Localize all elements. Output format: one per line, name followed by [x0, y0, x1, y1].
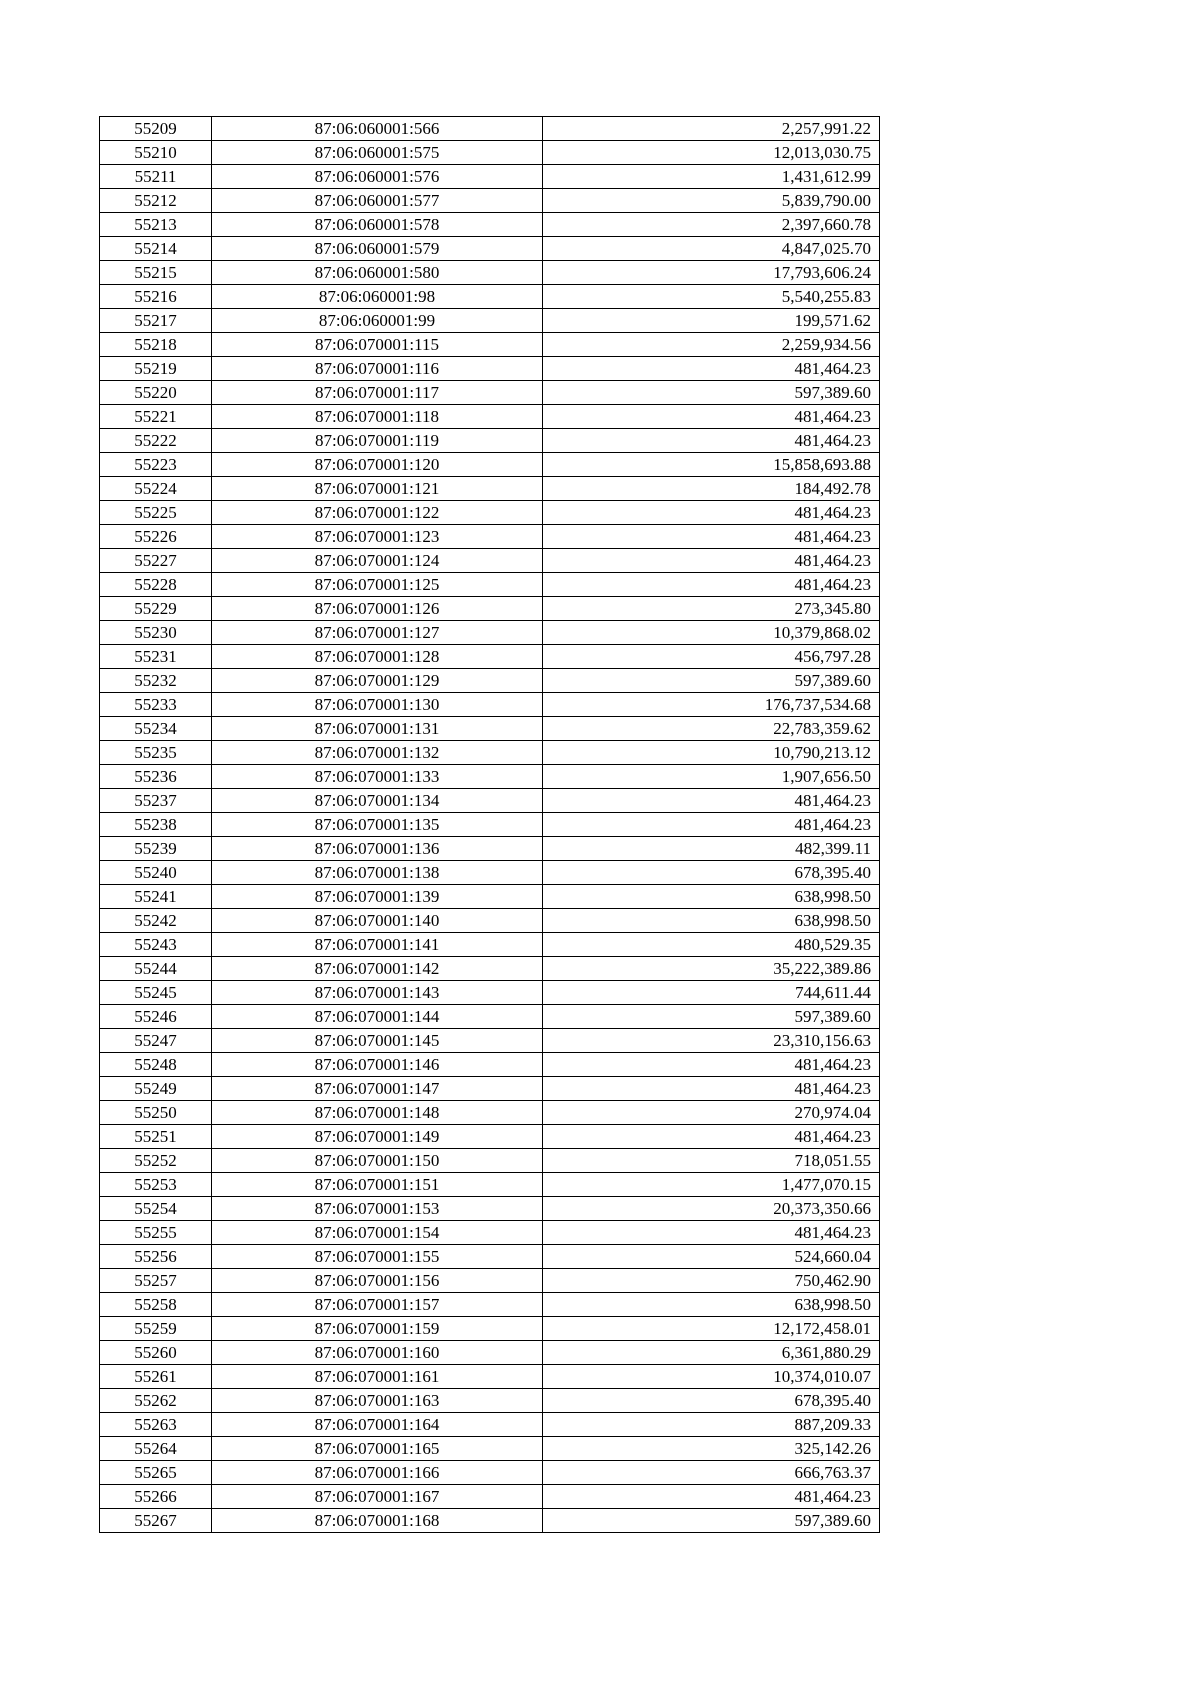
cadastral-number-cell: 87:06:060001:566	[212, 117, 543, 141]
cadastral-value-cell: 481,464.23	[543, 525, 880, 549]
cadastral-number-cell: 87:06:070001:151	[212, 1173, 543, 1197]
table-row	[100, 957, 880, 981]
row-number-cell: 55240	[100, 861, 212, 885]
cadastral-number-cell: 87:06:060001:98	[212, 285, 543, 309]
cadastral-value-cell: 456,797.28	[543, 645, 880, 669]
cadastral-number-cell: 87:06:070001:143	[212, 981, 543, 1005]
cadastral-number-cell: 87:06:070001:125	[212, 573, 543, 597]
table-row	[100, 1293, 880, 1317]
row-number-cell: 55232	[100, 669, 212, 693]
row-number-cell: 55234	[100, 717, 212, 741]
cadastral-number-cell: 87:06:070001:142	[212, 957, 543, 981]
table-row	[100, 1509, 880, 1533]
row-number-cell: 55266	[100, 1485, 212, 1509]
table-row	[100, 1197, 880, 1221]
table-row	[100, 1029, 880, 1053]
cadastral-value-cell: 481,464.23	[543, 1485, 880, 1509]
row-number-cell: 55221	[100, 405, 212, 429]
cadastral-value-cell: 481,464.23	[543, 813, 880, 837]
table-row	[100, 1173, 880, 1197]
cadastral-number-cell: 87:06:070001:163	[212, 1389, 543, 1413]
cadastral-number-cell: 87:06:070001:139	[212, 885, 543, 909]
row-number-cell: 55254	[100, 1197, 212, 1221]
cadastral-value-cell: 1,907,656.50	[543, 765, 880, 789]
table-row	[100, 1125, 880, 1149]
cadastral-number-cell: 87:06:070001:127	[212, 621, 543, 645]
table-row	[100, 717, 880, 741]
cadastral-number-cell: 87:06:070001:161	[212, 1365, 543, 1389]
cadastral-number-cell: 87:06:060001:579	[212, 237, 543, 261]
cadastral-value-cell: 638,998.50	[543, 909, 880, 933]
table-row	[100, 669, 880, 693]
cadastral-number-cell: 87:06:070001:135	[212, 813, 543, 837]
cadastral-value-cell: 273,345.80	[543, 597, 880, 621]
cadastral-number-cell: 87:06:070001:129	[212, 669, 543, 693]
row-number-cell: 55219	[100, 357, 212, 381]
table-row	[100, 1053, 880, 1077]
cadastral-value-cell: 481,464.23	[543, 1125, 880, 1149]
table-row	[100, 405, 880, 429]
table-row	[100, 1317, 880, 1341]
cadastral-value-cell: 481,464.23	[543, 429, 880, 453]
cadastral-number-cell: 87:06:060001:576	[212, 165, 543, 189]
row-number-cell: 55267	[100, 1509, 212, 1533]
cadastral-value-cell: 638,998.50	[543, 1293, 880, 1317]
row-number-cell: 55215	[100, 261, 212, 285]
cadastral-number-cell: 87:06:070001:123	[212, 525, 543, 549]
cadastral-number-cell: 87:06:070001:148	[212, 1101, 543, 1125]
table-row	[100, 429, 880, 453]
row-number-cell: 55220	[100, 381, 212, 405]
cadastral-value-cell: 325,142.26	[543, 1437, 880, 1461]
cadastral-value-cell: 744,611.44	[543, 981, 880, 1005]
cadastral-number-cell: 87:06:060001:580	[212, 261, 543, 285]
row-number-cell: 55257	[100, 1269, 212, 1293]
row-number-cell: 55227	[100, 549, 212, 573]
row-number-cell: 55233	[100, 693, 212, 717]
table-row	[100, 597, 880, 621]
cadastral-number-cell: 87:06:070001:155	[212, 1245, 543, 1269]
row-number-cell: 55256	[100, 1245, 212, 1269]
cadastral-value-cell: 482,399.11	[543, 837, 880, 861]
table-row	[100, 381, 880, 405]
cadastral-value-cell: 22,783,359.62	[543, 717, 880, 741]
row-number-cell: 55250	[100, 1101, 212, 1125]
row-number-cell: 55209	[100, 117, 212, 141]
table-row	[100, 765, 880, 789]
row-number-cell: 55213	[100, 213, 212, 237]
table-row	[100, 189, 880, 213]
row-number-cell: 55246	[100, 1005, 212, 1029]
table-row	[100, 621, 880, 645]
cadastral-value-cell: 480,529.35	[543, 933, 880, 957]
cadastral-number-cell: 87:06:070001:117	[212, 381, 543, 405]
table-row	[100, 1077, 880, 1101]
row-number-cell: 55218	[100, 333, 212, 357]
row-number-cell: 55242	[100, 909, 212, 933]
cadastral-value-cell: 597,389.60	[543, 381, 880, 405]
cadastral-value-cell: 6,361,880.29	[543, 1341, 880, 1365]
cadastral-value-cell: 12,172,458.01	[543, 1317, 880, 1341]
row-number-cell: 55265	[100, 1461, 212, 1485]
cadastral-number-cell: 87:06:070001:132	[212, 741, 543, 765]
cadastral-value-cell: 750,462.90	[543, 1269, 880, 1293]
row-number-cell: 55230	[100, 621, 212, 645]
cadastral-number-cell: 87:06:070001:130	[212, 693, 543, 717]
row-number-cell: 55245	[100, 981, 212, 1005]
cadastral-number-cell: 87:06:070001:154	[212, 1221, 543, 1245]
row-number-cell: 55225	[100, 501, 212, 525]
cadastral-value-cell: 20,373,350.66	[543, 1197, 880, 1221]
cadastral-number-cell: 87:06:070001:115	[212, 333, 543, 357]
table-row	[100, 1341, 880, 1365]
table-row	[100, 1485, 880, 1509]
table-row	[100, 813, 880, 837]
cadastral-number-cell: 87:06:070001:147	[212, 1077, 543, 1101]
row-number-cell: 55222	[100, 429, 212, 453]
row-number-cell: 55235	[100, 741, 212, 765]
table-row	[100, 789, 880, 813]
cadastral-value-cell: 481,464.23	[543, 501, 880, 525]
cadastral-value-cell: 17,793,606.24	[543, 261, 880, 285]
cadastral-value-cell: 5,839,790.00	[543, 189, 880, 213]
cadastral-value-cell: 1,477,070.15	[543, 1173, 880, 1197]
cadastral-number-cell: 87:06:070001:168	[212, 1509, 543, 1533]
cadastral-value-cell: 10,790,213.12	[543, 741, 880, 765]
cadastral-number-cell: 87:06:070001:131	[212, 717, 543, 741]
cadastral-number-cell: 87:06:070001:150	[212, 1149, 543, 1173]
cadastral-value-cell: 10,379,868.02	[543, 621, 880, 645]
table-row	[100, 1005, 880, 1029]
cadastral-number-cell: 87:06:070001:140	[212, 909, 543, 933]
cadastral-number-cell: 87:06:070001:167	[212, 1485, 543, 1509]
table-row	[100, 453, 880, 477]
cadastral-number-cell: 87:06:060001:577	[212, 189, 543, 213]
table-row	[100, 837, 880, 861]
table-body	[100, 117, 880, 1533]
row-number-cell: 55239	[100, 837, 212, 861]
cadastral-value-cell: 718,051.55	[543, 1149, 880, 1173]
cadastral-number-cell: 87:06:070001:126	[212, 597, 543, 621]
cadastral-value-cell: 481,464.23	[543, 549, 880, 573]
cadastral-number-cell: 87:06:070001:149	[212, 1125, 543, 1149]
row-number-cell: 55247	[100, 1029, 212, 1053]
row-number-cell: 55263	[100, 1413, 212, 1437]
row-number-cell: 55255	[100, 1221, 212, 1245]
cadastral-value-cell: 481,464.23	[543, 573, 880, 597]
cadastral-value-cell: 481,464.23	[543, 405, 880, 429]
table-row	[100, 549, 880, 573]
row-number-cell: 55224	[100, 477, 212, 501]
cadastral-number-cell: 87:06:070001:138	[212, 861, 543, 885]
table-row	[100, 309, 880, 333]
row-number-cell: 55216	[100, 285, 212, 309]
cadastral-value-cell: 4,847,025.70	[543, 237, 880, 261]
cadastral-value-cell: 481,464.23	[543, 1077, 880, 1101]
row-number-cell: 55252	[100, 1149, 212, 1173]
cadastral-value-cell: 481,464.23	[543, 357, 880, 381]
table-row	[100, 1245, 880, 1269]
table-row	[100, 141, 880, 165]
row-number-cell: 55249	[100, 1077, 212, 1101]
cadastral-number-cell: 87:06:070001:153	[212, 1197, 543, 1221]
table-row	[100, 573, 880, 597]
row-number-cell: 55258	[100, 1293, 212, 1317]
row-number-cell: 55251	[100, 1125, 212, 1149]
row-number-cell: 55243	[100, 933, 212, 957]
cadastral-number-cell: 87:06:070001:119	[212, 429, 543, 453]
table-row	[100, 261, 880, 285]
cadastral-number-cell: 87:06:070001:122	[212, 501, 543, 525]
cadastral-number-cell: 87:06:070001:121	[212, 477, 543, 501]
cadastral-number-cell: 87:06:070001:118	[212, 405, 543, 429]
row-number-cell: 55223	[100, 453, 212, 477]
cadastral-number-cell: 87:06:070001:133	[212, 765, 543, 789]
cadastral-number-cell: 87:06:070001:141	[212, 933, 543, 957]
cadastral-value-cell: 666,763.37	[543, 1461, 880, 1485]
row-number-cell: 55210	[100, 141, 212, 165]
row-number-cell: 55244	[100, 957, 212, 981]
cadastral-value-cell: 678,395.40	[543, 1389, 880, 1413]
row-number-cell: 55261	[100, 1365, 212, 1389]
table-row	[100, 1437, 880, 1461]
table-row	[100, 1149, 880, 1173]
table-row	[100, 213, 880, 237]
cadastral-value-cell: 597,389.60	[543, 1005, 880, 1029]
cadastral-number-cell: 87:06:060001:575	[212, 141, 543, 165]
table-row	[100, 885, 880, 909]
row-number-cell: 55264	[100, 1437, 212, 1461]
cadastral-value-cell: 184,492.78	[543, 477, 880, 501]
row-number-cell: 55217	[100, 309, 212, 333]
cadastral-value-cell: 2,397,660.78	[543, 213, 880, 237]
table-row	[100, 1269, 880, 1293]
cadastral-value-cell: 887,209.33	[543, 1413, 880, 1437]
cadastral-value-cell: 10,374,010.07	[543, 1365, 880, 1389]
cadastral-value-cell: 15,858,693.88	[543, 453, 880, 477]
cadastral-value-cell: 597,389.60	[543, 669, 880, 693]
table-row	[100, 645, 880, 669]
cadastral-value-cell: 1,431,612.99	[543, 165, 880, 189]
cadastral-number-cell: 87:06:070001:120	[212, 453, 543, 477]
row-number-cell: 55231	[100, 645, 212, 669]
cadastral-number-cell: 87:06:070001:164	[212, 1413, 543, 1437]
row-number-cell: 55253	[100, 1173, 212, 1197]
cadastral-number-cell: 87:06:070001:156	[212, 1269, 543, 1293]
cadastral-number-cell: 87:06:070001:134	[212, 789, 543, 813]
table-row	[100, 909, 880, 933]
row-number-cell: 55248	[100, 1053, 212, 1077]
cadastral-number-cell: 87:06:070001:116	[212, 357, 543, 381]
row-number-cell: 55236	[100, 765, 212, 789]
table-row	[100, 1365, 880, 1389]
cadastral-value-cell: 597,389.60	[543, 1509, 880, 1533]
cadastral-number-cell: 87:06:060001:578	[212, 213, 543, 237]
cadastral-number-cell: 87:06:060001:99	[212, 309, 543, 333]
cadastral-number-cell: 87:06:070001:160	[212, 1341, 543, 1365]
row-number-cell: 55259	[100, 1317, 212, 1341]
cadastral-value-table	[99, 116, 880, 1533]
table-row	[100, 477, 880, 501]
cadastral-number-cell: 87:06:070001:165	[212, 1437, 543, 1461]
table-row	[100, 165, 880, 189]
row-number-cell: 55262	[100, 1389, 212, 1413]
row-number-cell: 55229	[100, 597, 212, 621]
table-row	[100, 525, 880, 549]
row-number-cell: 55241	[100, 885, 212, 909]
cadastral-number-cell: 87:06:070001:166	[212, 1461, 543, 1485]
cadastral-number-cell: 87:06:070001:144	[212, 1005, 543, 1029]
table-row	[100, 357, 880, 381]
table-row	[100, 1221, 880, 1245]
table-row	[100, 333, 880, 357]
cadastral-value-cell: 270,974.04	[543, 1101, 880, 1125]
table-row	[100, 117, 880, 141]
table-row	[100, 1413, 880, 1437]
row-number-cell: 55212	[100, 189, 212, 213]
table-row	[100, 1101, 880, 1125]
cadastral-number-cell: 87:06:070001:124	[212, 549, 543, 573]
cadastral-value-cell: 481,464.23	[543, 1221, 880, 1245]
table-row	[100, 861, 880, 885]
cadastral-value-cell: 638,998.50	[543, 885, 880, 909]
table-row	[100, 741, 880, 765]
row-number-cell: 55214	[100, 237, 212, 261]
cadastral-value-cell: 678,395.40	[543, 861, 880, 885]
table-row	[100, 981, 880, 1005]
cadastral-number-cell: 87:06:070001:128	[212, 645, 543, 669]
cadastral-value-cell: 481,464.23	[543, 1053, 880, 1077]
cadastral-number-cell: 87:06:070001:146	[212, 1053, 543, 1077]
table-row	[100, 237, 880, 261]
table-row	[100, 1461, 880, 1485]
table-row	[100, 693, 880, 717]
cadastral-value-cell: 176,737,534.68	[543, 693, 880, 717]
cadastral-value-cell: 5,540,255.83	[543, 285, 880, 309]
cadastral-number-cell: 87:06:070001:159	[212, 1317, 543, 1341]
table-row	[100, 1389, 880, 1413]
cadastral-number-cell: 87:06:070001:145	[212, 1029, 543, 1053]
row-number-cell: 55260	[100, 1341, 212, 1365]
cadastral-value-cell: 35,222,389.86	[543, 957, 880, 981]
table-row	[100, 501, 880, 525]
cadastral-value-cell: 12,013,030.75	[543, 141, 880, 165]
row-number-cell: 55211	[100, 165, 212, 189]
row-number-cell: 55237	[100, 789, 212, 813]
cadastral-value-cell: 23,310,156.63	[543, 1029, 880, 1053]
row-number-cell: 55238	[100, 813, 212, 837]
cadastral-number-cell: 87:06:070001:136	[212, 837, 543, 861]
cadastral-value-cell: 2,257,991.22	[543, 117, 880, 141]
cadastral-number-cell: 87:06:070001:157	[212, 1293, 543, 1317]
table-row	[100, 285, 880, 309]
cadastral-value-cell: 199,571.62	[543, 309, 880, 333]
row-number-cell: 55226	[100, 525, 212, 549]
cadastral-value-cell: 2,259,934.56	[543, 333, 880, 357]
cadastral-value-cell: 481,464.23	[543, 789, 880, 813]
cadastral-value-cell: 524,660.04	[543, 1245, 880, 1269]
table-row	[100, 933, 880, 957]
row-number-cell: 55228	[100, 573, 212, 597]
